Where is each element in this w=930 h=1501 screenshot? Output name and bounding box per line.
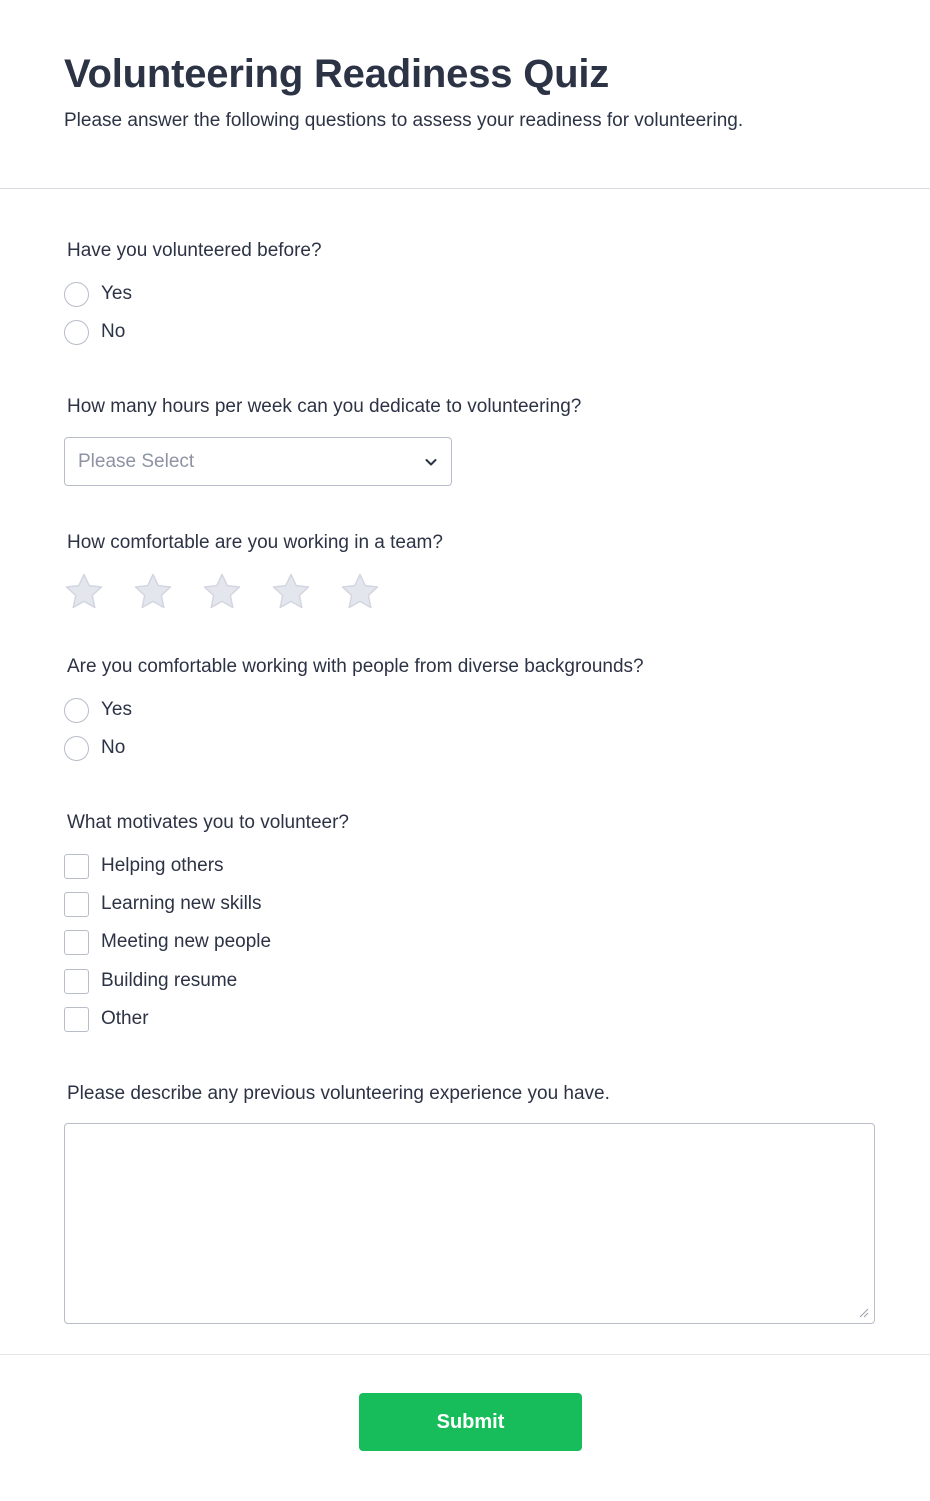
radio-button[interactable]	[64, 282, 89, 307]
radio-button[interactable]	[64, 320, 89, 345]
submit-button[interactable]: Submit	[359, 1393, 582, 1451]
checkbox-option-label: Helping others	[101, 855, 224, 876]
form-header	[0, 0, 930, 189]
radio-button[interactable]	[64, 698, 89, 723]
checkbox[interactable]	[64, 892, 89, 917]
checkbox-option-label: Meeting new people	[101, 931, 272, 952]
checkbox-option-label: Building resume	[101, 970, 238, 991]
checkbox-option-building-resume[interactable]	[64, 968, 237, 994]
checkbox-option-learning-new-skills[interactable]	[64, 891, 262, 917]
radio-option-label: No	[101, 737, 126, 758]
checkbox-option-meeting-new-people[interactable]	[64, 929, 271, 955]
checkbox-option-label: Other	[101, 1008, 149, 1029]
question-experience-label: Please describe any previous volunteering experience you have.	[67, 1083, 610, 1104]
question-team-comfort-label: How comfortable are you working in a team?	[67, 532, 443, 553]
radio-option-volunteered-yes[interactable]	[64, 281, 132, 307]
resize-grip-icon[interactable]	[857, 1306, 869, 1318]
radio-option-diverse-yes[interactable]	[64, 697, 132, 723]
checkbox[interactable]	[64, 969, 89, 994]
radio-option-label: No	[101, 321, 126, 342]
question-volunteered-before-label: Have you volunteered before?	[67, 240, 322, 261]
radio-option-label: Yes	[101, 699, 132, 720]
star-icon[interactable]	[64, 572, 104, 612]
star-icon[interactable]	[202, 572, 242, 612]
page-subtitle: Please answer the following questions to assess your readiness for volunteering.	[64, 110, 744, 131]
radio-option-label: Yes	[101, 283, 132, 304]
question-motivations-label: What motivates you to volunteer?	[67, 812, 349, 833]
checkbox[interactable]	[64, 930, 89, 955]
checkbox[interactable]	[64, 1007, 89, 1032]
checkbox[interactable]	[64, 854, 89, 879]
experience-textarea[interactable]	[64, 1123, 875, 1324]
star-icon[interactable]	[271, 572, 311, 612]
star-icon[interactable]	[133, 572, 173, 612]
radio-option-diverse-no[interactable]	[64, 735, 125, 761]
checkbox-option-label: Learning new skills	[101, 893, 262, 914]
question-hours-per-week-label: How many hours per week can you dedicate to volunteering?	[67, 396, 582, 417]
select-placeholder: Please Select	[78, 450, 195, 472]
chevron-down-icon	[423, 454, 439, 470]
radio-option-volunteered-no[interactable]	[64, 319, 125, 345]
radio-button[interactable]	[64, 736, 89, 761]
question-diverse-backgrounds-label: Are you comfortable working with people from diverse backgrounds?	[67, 656, 644, 677]
checkbox-option-other[interactable]	[64, 1006, 149, 1032]
footer-divider	[0, 1354, 930, 1355]
star-rating	[64, 572, 380, 612]
star-icon[interactable]	[340, 572, 380, 612]
hours-per-week-select[interactable]	[64, 437, 452, 486]
page-title: Volunteering Readiness Quiz	[64, 52, 610, 96]
checkbox-option-helping-others[interactable]	[64, 853, 224, 879]
